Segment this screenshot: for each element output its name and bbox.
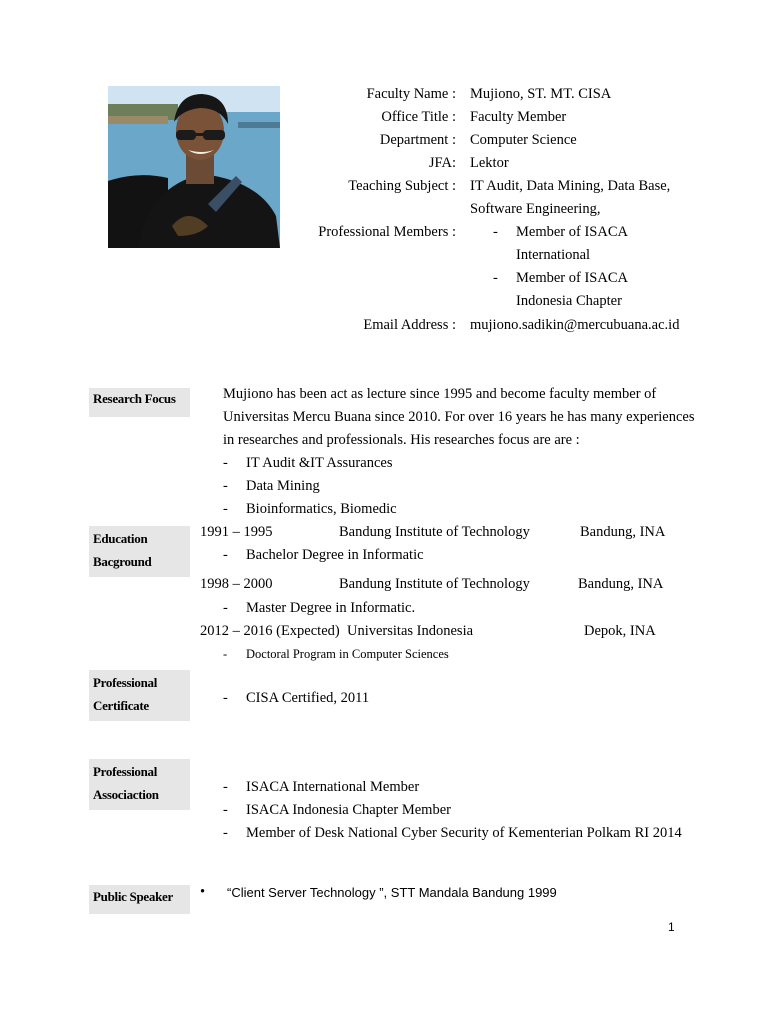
education-label bbox=[89, 526, 190, 577]
education-label-line1: Education bbox=[93, 531, 148, 546]
research-paragraph-line3: in researches and professionals. His researches focus are are : bbox=[223, 432, 580, 448]
research-item: Data Mining bbox=[246, 478, 320, 494]
association-item: ISACA International Member bbox=[246, 779, 420, 795]
public-speaker-label bbox=[89, 885, 190, 914]
research-item: IT Audit &IT Assurances bbox=[246, 455, 393, 471]
education-location: Depok, INA bbox=[584, 623, 656, 639]
education-institution: Bandung Institute of Technology bbox=[339, 524, 530, 540]
faculty-name: Mujiono, ST. MT. CISA bbox=[470, 86, 612, 102]
member-item-line1: Member of ISACA bbox=[516, 270, 628, 286]
teaching-subject-line1: IT Audit, Data Mining, Data Base, bbox=[470, 178, 671, 194]
research-paragraph-line2: Universitas Mercu Buana since 2010. For over 16 years he has many experiences bbox=[223, 409, 695, 425]
education-degree: Master Degree in Informatic. bbox=[246, 600, 416, 616]
member-item-line2: Indonesia Chapter bbox=[516, 293, 622, 309]
teaching-subject-line2: Software Engineering, bbox=[470, 201, 601, 217]
list-dash: - bbox=[223, 478, 228, 494]
education-institution: Bandung Institute of Technology bbox=[339, 576, 530, 592]
jfa-label: JFA: bbox=[428, 155, 456, 171]
list-dash: - bbox=[223, 547, 228, 563]
office-title: Faculty Member bbox=[470, 109, 567, 125]
list-dash: - bbox=[223, 690, 228, 706]
research-paragraph-line1: Mujiono has been act as lecture since 1995 and become faculty member of bbox=[223, 386, 657, 402]
education-location: Bandung, INA bbox=[578, 576, 664, 592]
list-dash: - bbox=[223, 802, 228, 818]
certificate-label-line2: Certificate bbox=[93, 698, 149, 713]
education-label-line2: Bacground bbox=[93, 554, 152, 569]
jfa-value: Lektor bbox=[470, 155, 509, 171]
teaching-subject-label: Teaching Subject : bbox=[348, 178, 456, 194]
certificate-label-line1: Professional bbox=[93, 675, 158, 690]
page-number: 1 bbox=[668, 920, 675, 934]
list-dash: - bbox=[223, 647, 228, 661]
department-label: Department : bbox=[379, 132, 456, 148]
association-label bbox=[89, 759, 190, 810]
education-institution: Universitas Indonesia bbox=[347, 623, 474, 639]
office-title-label: Office Title : bbox=[381, 109, 456, 125]
speaker-item: “Client Server Technology ”, STT Mandala Bandung 1999 bbox=[227, 885, 557, 900]
professional-members-label: Professional Members : bbox=[318, 224, 456, 240]
email-label: Email Address : bbox=[363, 317, 456, 333]
member-item-line1: Member of ISACA bbox=[516, 224, 628, 240]
faculty-name-label: Faculty Name : bbox=[366, 86, 456, 102]
certificate-item: CISA Certified, 2011 bbox=[246, 690, 370, 706]
education-years: 1998 – 2000 bbox=[200, 576, 273, 592]
bullet-icon: • bbox=[200, 884, 206, 900]
research-focus-label bbox=[89, 388, 190, 417]
association-label-line2: Associaction bbox=[93, 787, 159, 802]
email-address[interactable]: mujiono.sadikin@mercubuana.ac.id bbox=[470, 317, 680, 333]
certificate-label bbox=[89, 670, 190, 721]
association-label-line1: Professional bbox=[93, 764, 158, 779]
list-dash: - bbox=[223, 600, 228, 616]
member-item-line2: International bbox=[516, 247, 591, 263]
list-dash: - bbox=[223, 501, 228, 517]
research-item: Bioinformatics, Biomedic bbox=[246, 501, 397, 517]
list-dash: - bbox=[493, 270, 498, 286]
association-item: Member of Desk National Cyber Security of Kementerian Polkam RI 2014 bbox=[246, 825, 682, 841]
education-years: 1991 – 1995 bbox=[200, 524, 273, 540]
list-dash: - bbox=[223, 455, 228, 471]
education-degree: Bachelor Degree in Informatic bbox=[246, 547, 424, 563]
association-item: ISACA Indonesia Chapter Member bbox=[246, 802, 451, 818]
research-focus-label-text: Research Focus bbox=[93, 391, 176, 406]
education-degree: Doctoral Program in Computer Sciences bbox=[246, 647, 449, 661]
list-dash: - bbox=[223, 779, 228, 795]
list-dash: - bbox=[223, 825, 228, 841]
list-dash: - bbox=[493, 224, 498, 240]
education-years: 2012 – 2016 (Expected) bbox=[200, 623, 340, 639]
education-location: Bandung, INA bbox=[580, 524, 666, 540]
public-speaker-label-text: Public Speaker bbox=[93, 889, 173, 904]
department: Computer Science bbox=[470, 132, 577, 148]
